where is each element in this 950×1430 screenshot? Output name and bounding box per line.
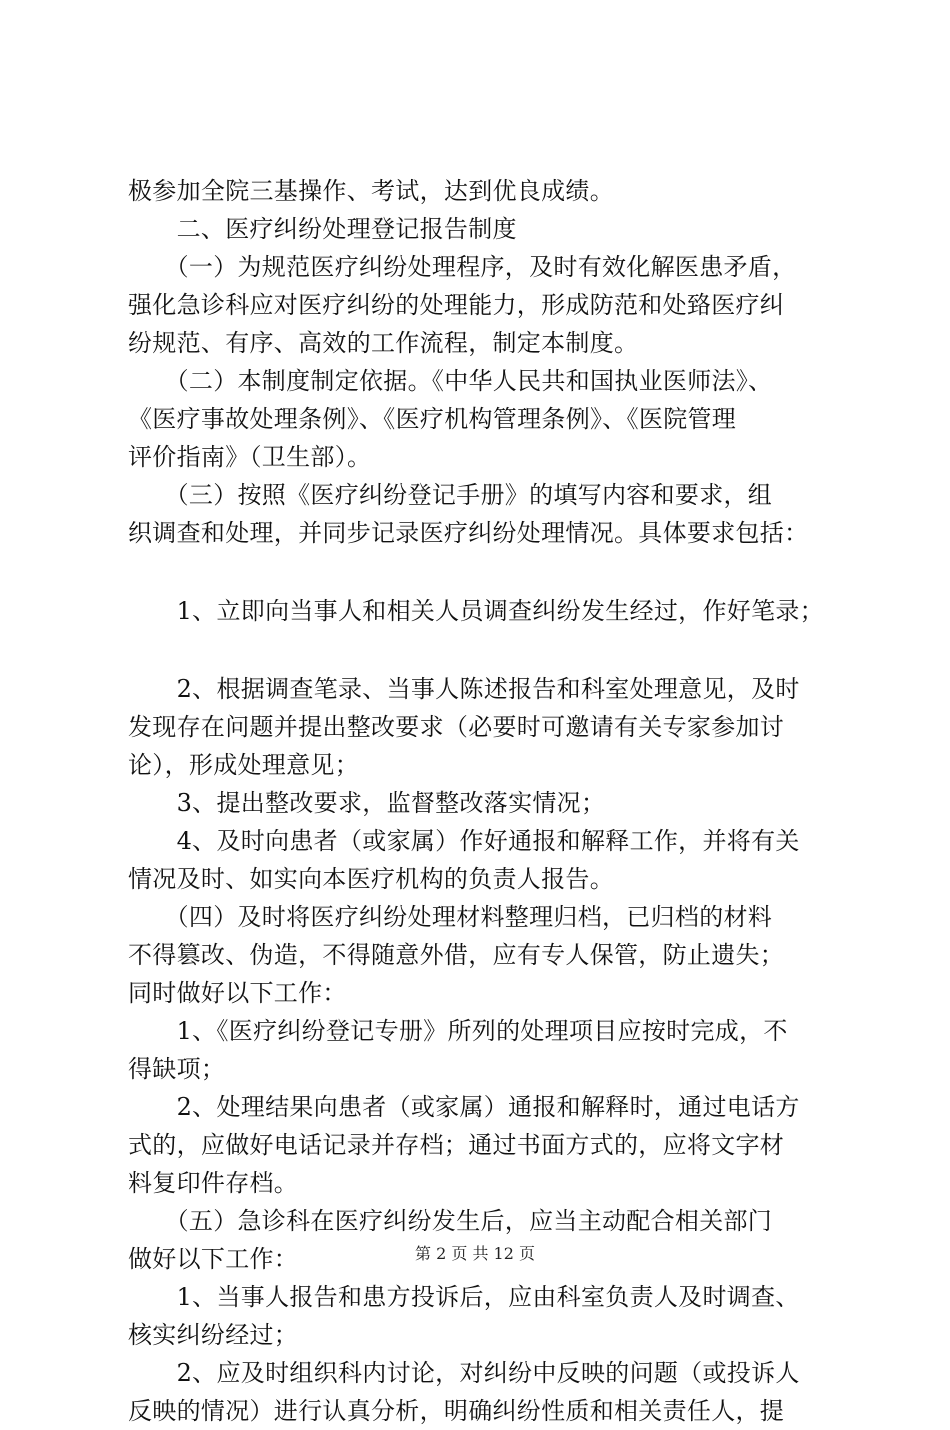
blank-line xyxy=(128,552,828,592)
section-heading: 二、医疗纠纷处理登记报告制度 xyxy=(128,215,517,243)
text-line: （二）本制度制定依据。《中华人民共和国执业医师法》、 xyxy=(128,367,773,395)
text-line: 评价指南》（卫生部）。 xyxy=(128,443,372,471)
text-line: 《医疗事故处理条例》、《医疗机构管理条例》、《医院管理 xyxy=(128,405,737,433)
text-line: 发现存在问题并提出整改要求（必要时可邀请有关专家参加讨 xyxy=(128,713,785,741)
page-number: 第 2 页 共 12 页 xyxy=(415,1244,535,1263)
text-line: （四）及时将医疗纠纷处理材料整理归档，已归档的材料 xyxy=(128,903,773,931)
text-line: （五）急诊科在医疗纠纷发生后，应当主动配合相关部门 xyxy=(128,1207,773,1235)
text-line: 不得篡改、伪造，不得随意外借，应有专人保管，防止遗失； xyxy=(128,941,785,969)
text-line: 2、根据调查笔录、当事人陈述报告和科室处理意见，及时 xyxy=(128,675,800,703)
text-line: 情况及时、如实向本医疗机构的负责人报告。 xyxy=(128,865,614,893)
text-line: 织调查和处理，并同步记录医疗纠纷处理情况。具体要求包括： xyxy=(128,519,809,547)
text-line: 得缺项； xyxy=(128,1055,226,1083)
text-line: 1、当事人报告和患方投诉后，应由科室负责人及时调查、 xyxy=(128,1283,800,1311)
text-line: 1、立即向当事人和相关人员调查纠纷发生经过，作好笔录； xyxy=(128,597,824,625)
text-line: 1、《医疗纠纷登记专册》所列的处理项目应按时完成，不 xyxy=(128,1017,788,1045)
text-line: 纷规范、有序、高效的工作流程，制定本制度。 xyxy=(128,329,639,357)
text-line: 3、提出整改要求，监督整改落实情况； xyxy=(128,789,606,817)
text-line: 强化急诊科应对医疗纠纷的处理能力，形成防范和处臵医疗纠 xyxy=(128,291,785,319)
text-line: 料复印件存档。 xyxy=(128,1169,299,1197)
text-line: 论），形成处理意见； xyxy=(128,751,359,779)
text-line: 反映的情况）进行认真分析，明确纠纷性质和相关责任人，提 xyxy=(128,1397,785,1425)
text-line: 核实纠纷经过； xyxy=(128,1321,299,1349)
text-line: 2、处理结果向患者（或家属）通报和解释时，通过电话方 xyxy=(128,1093,800,1121)
text-line: 式的，应做好电话记录并存档；通过书面方式的，应将文字材 xyxy=(128,1131,785,1159)
text-line: 4、及时向患者（或家属）作好通报和解释工作，并将有关 xyxy=(128,827,800,855)
text-line: 2、应及时组织科内讨论，对纠纷中反映的问题（或投诉人 xyxy=(128,1359,800,1387)
text-line: 极参加全院三基操作、考试，达到优良成绩。 xyxy=(128,177,614,205)
text-line: 同时做好以下工作： xyxy=(128,979,347,1007)
text-line: （一）为规范医疗纠纷处理程序，及时有效化解医患矛盾， xyxy=(128,253,797,281)
text-line: （三）按照《医疗纠纷登记手册》的填写内容和要求，组 xyxy=(128,481,773,509)
blank-line xyxy=(128,630,828,670)
text-line: 做好以下工作： xyxy=(128,1245,299,1273)
